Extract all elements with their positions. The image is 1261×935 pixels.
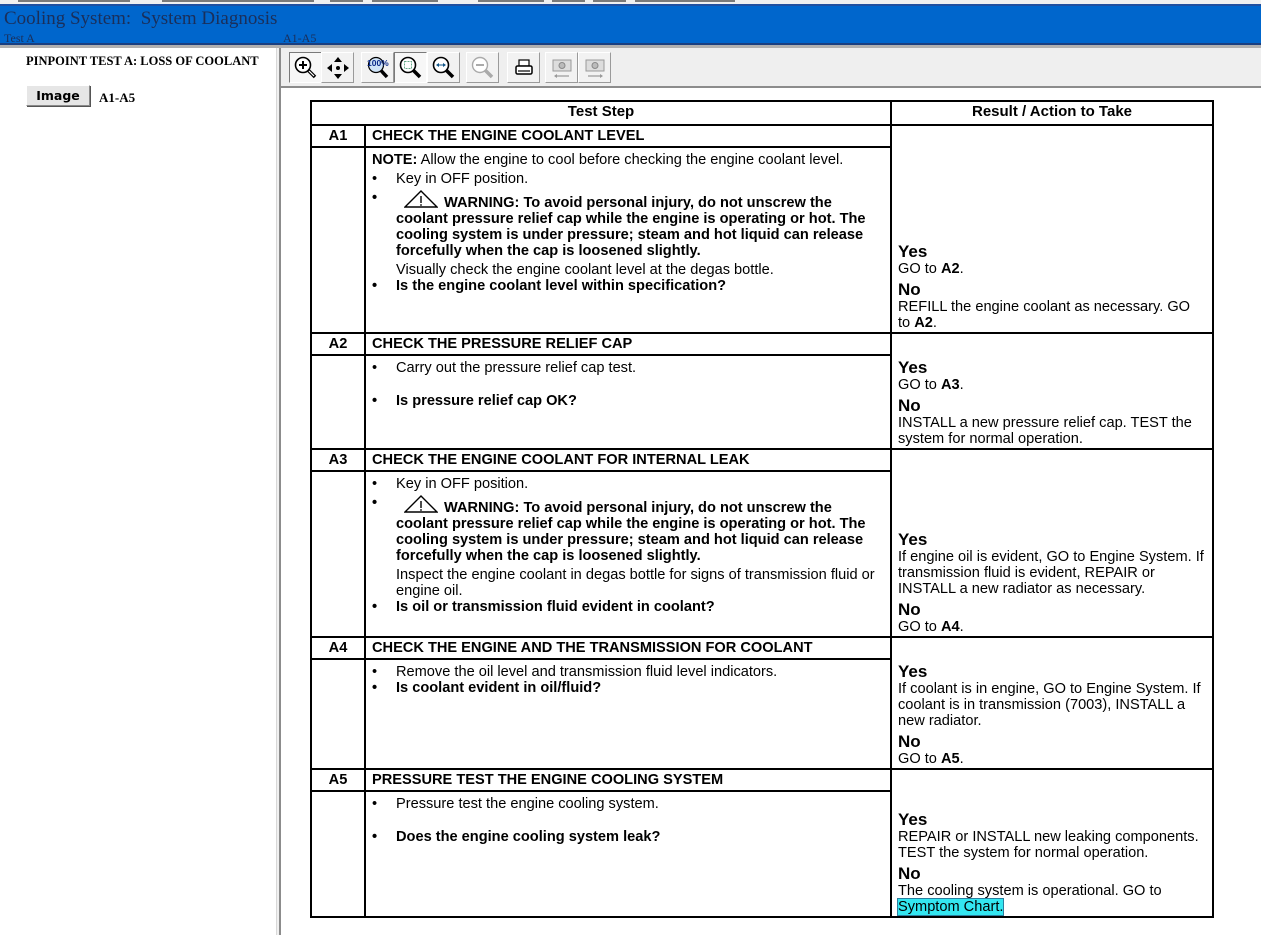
zoom-in-button[interactable]: [289, 52, 322, 83]
table-row: [311, 125, 1213, 147]
tab-stub[interactable]: [18, 0, 130, 2]
bullet-item: • Key in OFF position.: [372, 476, 884, 492]
step-title: CHECK THE ENGINE COOLANT FOR INTERNAL LEAK: [365, 449, 891, 471]
note: NOTE: Allow the engine to cool before checking the engine coolant level.: [372, 152, 844, 168]
column-header-test-step: Test Step: [311, 101, 891, 125]
table-row: [311, 333, 1213, 355]
yes-action: If coolant is in engine, GO to Engine System. If coolant is in transmission (7003), INSTALL a new radiator.: [898, 681, 1201, 729]
step-body: [365, 355, 891, 449]
no-action: GO to A5.: [898, 751, 964, 767]
result-cell: [891, 637, 1213, 769]
warning-item: • WARNING: To avoid personal injury, do not unscrew the coolant pressure relief cap while the engine is operating or hot. The cooling system is under pressure; steam and hot liquid can release forcefully when the cap is loosened slightly.: [372, 495, 884, 564]
step-body: [365, 659, 891, 769]
pinpoint-test-table: [310, 100, 1214, 918]
no-label: No: [898, 864, 921, 883]
yes-label: Yes: [898, 242, 928, 261]
no-label: No: [898, 732, 921, 751]
svg-text:100%: 100%: [366, 57, 389, 68]
no-action: The cooling system is operational. GO to Symptom Chart.: [898, 883, 1162, 915]
page-title: Cooling System: System Diagnosis: [4, 8, 278, 29]
question: • Is oil or transmission fluid evident in coolant?: [372, 599, 884, 615]
table-row: [311, 769, 1213, 791]
step-title: CHECK THE ENGINE AND THE TRANSMISSION FOR COOLANT: [365, 637, 891, 659]
bullet-item: • Carry out the pressure relief cap test.: [372, 360, 884, 376]
image-toolbar: [281, 48, 1261, 88]
spacer-cell: [311, 659, 365, 769]
step-reference[interactable]: A3: [940, 377, 960, 393]
yes-label: Yes: [898, 662, 928, 681]
step-range-label: A1-A5: [283, 31, 317, 45]
camera-back-icon: [549, 55, 575, 81]
pan-button[interactable]: [321, 52, 354, 83]
printer-icon: [511, 55, 537, 81]
step-id: A4: [311, 637, 365, 659]
question: • Is coolant evident in oil/fluid?: [372, 680, 884, 696]
result-cell: [891, 449, 1213, 637]
fit-width-button[interactable]: [427, 52, 460, 83]
image-range-link[interactable]: A1-A5: [99, 90, 136, 105]
instruction-text: Inspect the engine coolant in degas bottle for signs of transmission fluid or engine oil.: [396, 567, 875, 599]
table-row: [311, 637, 1213, 659]
no-label: No: [898, 600, 921, 619]
document-header: [0, 4, 1261, 45]
tab-stub[interactable]: [162, 0, 314, 2]
warning-triangle-icon: [404, 495, 438, 513]
bullet-item: • Pressure test the engine cooling system.: [372, 796, 884, 812]
spacer-cell: [311, 791, 365, 917]
question: • Is the engine coolant level within specification?: [372, 278, 884, 294]
tab-stub[interactable]: [552, 0, 585, 2]
pinpoint-test-heading: PINPOINT TEST A: LOSS OF COOLANT: [26, 54, 259, 68]
step-body: [365, 147, 891, 333]
step-id: A1: [311, 125, 365, 147]
table-row: [311, 449, 1213, 471]
zoom-100-button[interactable]: [361, 52, 394, 83]
column-header-result: Result / Action to Take: [891, 101, 1213, 125]
yes-label: Yes: [898, 530, 928, 549]
step-id: A3: [311, 449, 365, 471]
no-label: No: [898, 396, 921, 415]
tab-stub[interactable]: [330, 0, 363, 2]
tab-stub[interactable]: [478, 0, 544, 2]
fit-window-button[interactable]: [394, 52, 427, 83]
instruction-text: Visually check the engine coolant level at the degas bottle.: [396, 262, 774, 278]
symptom-chart-link[interactable]: Symptom Chart.: [898, 899, 1004, 915]
result-cell: [891, 333, 1213, 449]
camera-forward-icon: [582, 55, 608, 81]
engine-system-link[interactable]: Engine System.: [1086, 681, 1189, 697]
no-label: No: [898, 280, 921, 299]
yes-label: Yes: [898, 358, 928, 377]
image-viewer[interactable]: [281, 90, 1261, 935]
zoom-out-icon: [470, 55, 496, 81]
image-button[interactable]: Image: [26, 85, 90, 106]
yes-action: GO to A2.: [898, 261, 964, 277]
spacer-cell: [311, 355, 365, 449]
question: • Does the engine cooling system leak?: [372, 829, 884, 845]
print-button[interactable]: [507, 52, 540, 83]
step-reference[interactable]: A4: [940, 619, 960, 635]
bullet-item: • Key in OFF position.: [372, 171, 884, 187]
zoom-out-button[interactable]: [466, 52, 499, 83]
pan-icon: [325, 55, 351, 81]
bullet-item: • Remove the oil level and transmission fluid level indicators.: [372, 664, 884, 680]
no-action: INSTALL a new pressure relief cap. TEST the system for normal operation.: [898, 415, 1192, 447]
engine-system-link[interactable]: Engine System.: [1089, 549, 1192, 565]
step-reference[interactable]: A5: [940, 751, 960, 767]
spacer-cell: [311, 147, 365, 333]
previous-image-button[interactable]: [545, 52, 578, 83]
next-image-button[interactable]: [578, 52, 611, 83]
yes-label: Yes: [898, 810, 928, 829]
tab-stub[interactable]: [593, 0, 626, 2]
step-title: CHECK THE ENGINE COOLANT LEVEL: [365, 125, 891, 147]
yes-action: If engine oil is evident, GO to Engine System. If transmission fluid is evident, REPAIR or INSTALL a new radiator as necessary.: [898, 549, 1204, 597]
zoom-in-icon: [293, 55, 319, 81]
step-id: A5: [311, 769, 365, 791]
question: • Is pressure relief cap OK?: [372, 393, 884, 409]
no-action: GO to A4.: [898, 619, 964, 635]
fit-width-icon: [431, 55, 457, 81]
tab-stub[interactable]: [372, 0, 438, 2]
step-title: PRESSURE TEST THE ENGINE COOLING SYSTEM: [365, 769, 891, 791]
no-action: REFILL the engine coolant as necessary. GO to A2.: [898, 299, 1191, 331]
step-reference[interactable]: A2: [914, 315, 933, 331]
step-body: [365, 791, 891, 917]
step-body: [365, 471, 891, 637]
table-header-row: [311, 101, 1213, 125]
fit-window-icon: [398, 55, 424, 81]
spacer-cell: [311, 471, 365, 637]
test-label: Test A: [4, 31, 35, 45]
warning-item: • WARNING: To avoid personal injury, do not unscrew the coolant pressure relief cap while the engine is operating or hot. The cooling system is under pressure; steam and hot liquid can release forcefully when the cap is loosened slightly.: [372, 190, 884, 259]
step-reference[interactable]: A2: [940, 261, 960, 277]
result-cell: [891, 769, 1213, 917]
warning-triangle-icon: [404, 190, 438, 208]
step-id: A2: [311, 333, 365, 355]
left-panel: [0, 48, 277, 935]
zoom-100-icon: [365, 55, 391, 81]
step-title: CHECK THE PRESSURE RELIEF CAP: [365, 333, 891, 355]
yes-action: GO to A3.: [898, 377, 964, 393]
result-cell: [891, 125, 1213, 333]
tab-stub[interactable]: [635, 0, 735, 2]
yes-action: REPAIR or INSTALL new leaking components. TEST the system for normal operation.: [898, 829, 1199, 861]
